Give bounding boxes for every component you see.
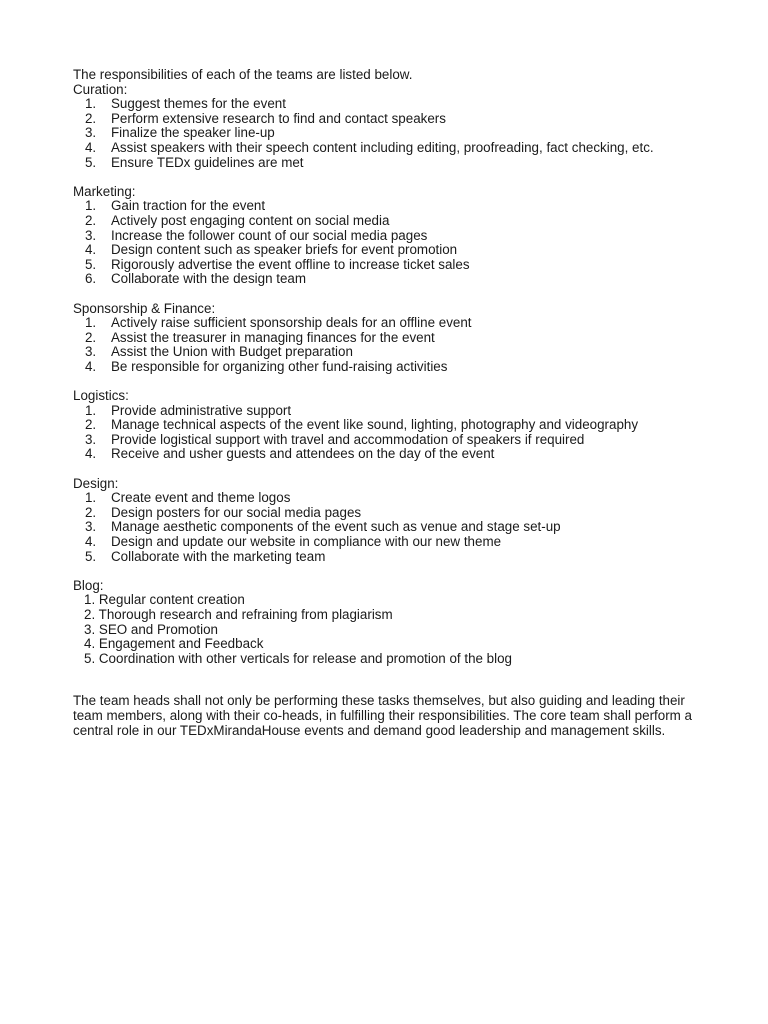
section-heading: Marketing:: [73, 183, 136, 199]
list-item: 5. Coordination with other verticals for release and promotion of the blog: [84, 650, 512, 666]
list-item-number: 1.: [84, 96, 111, 112]
list-item-text: Receive and usher guests and attendees on the day of the event: [111, 446, 495, 462]
list-item: [73, 199, 693, 214]
list-item-number: 3.: [84, 344, 111, 360]
list-item-number: 3.: [84, 519, 111, 535]
list-item: [73, 214, 693, 229]
document-page: [73, 68, 693, 752]
list-item: 1. Regular content creation: [84, 592, 245, 608]
list-item-text: Collaborate with the marketing team: [111, 548, 326, 564]
list-item-text: Manage aesthetic components of the event such as venue and stage set-up: [111, 519, 561, 535]
responsibility-list: [73, 491, 693, 564]
list-item-number: 1.: [84, 315, 111, 331]
list-item-number: 2.: [84, 417, 111, 433]
section-heading: Curation:: [73, 81, 128, 97]
list-item-text: Be responsible for organizing other fund-raising activities: [111, 358, 448, 374]
list-item: [73, 418, 693, 433]
section-logistics: [73, 389, 693, 462]
list-item: [73, 331, 693, 346]
intro-text: The responsibilities of each of the teams are listed below.: [73, 67, 413, 82]
responsibility-list: [73, 199, 693, 287]
list-item-text: Collaborate with the design team: [111, 271, 307, 287]
list-item-number: 5.: [84, 154, 111, 170]
list-item-text: Assist speakers with their speech content including editing, proofreading, fact checking, etc.: [111, 139, 654, 155]
list-item: [73, 112, 693, 127]
list-item-number: 2.: [84, 504, 111, 520]
list-item-number: 4.: [84, 446, 111, 462]
section-sponsorship-finance: [73, 302, 693, 375]
list-item-text: Actively post engaging content on social media: [111, 212, 390, 228]
list-item-text: Design posters for our social media pages: [111, 504, 362, 520]
list-item: [73, 316, 693, 331]
section-curation: [73, 83, 693, 171]
list-item: 3. SEO and Promotion: [84, 621, 218, 637]
list-item: [73, 126, 693, 141]
responsibility-list: [73, 316, 693, 374]
list-item-text: Finalize the speaker line-up: [111, 125, 275, 141]
list-item: [73, 491, 693, 506]
list-item-number: 2.: [84, 212, 111, 228]
section-heading: Blog:: [73, 577, 104, 593]
list-item-text: Assist the Union with Budget preparation: [111, 344, 353, 360]
list-item: [73, 506, 693, 521]
section-heading: Sponsorship & Finance:: [73, 300, 216, 316]
list-item-number: 4.: [84, 242, 111, 258]
list-item: [73, 141, 693, 156]
list-item: [73, 550, 693, 565]
list-item: 2. Thorough research and refraining from plagiarism: [84, 606, 393, 622]
section-heading: Design:: [73, 475, 119, 491]
list-item: [73, 229, 693, 244]
list-item-text: Design content such as speaker briefs for event promotion: [111, 242, 458, 258]
section-blog: [73, 579, 693, 667]
list-item-text: Gain traction for the event: [111, 198, 266, 214]
list-item-number: 5.: [84, 548, 111, 564]
list-item-number: 5.: [84, 256, 111, 272]
list-item: [73, 447, 693, 462]
list-item-number: 3.: [84, 125, 111, 141]
responsibility-list: [73, 97, 693, 170]
section-marketing: [73, 185, 693, 287]
list-item-text: Perform extensive research to find and contact speakers: [111, 110, 446, 126]
list-item-text: Rigorously advertise the event offline to increase ticket sales: [111, 256, 470, 272]
section-design: [73, 477, 693, 565]
list-item-number: 3.: [84, 431, 111, 447]
list-item-number: 1.: [84, 402, 111, 418]
list-item-number: 6.: [84, 271, 111, 287]
list-item: [73, 535, 693, 550]
list-item-number: 4.: [84, 139, 111, 155]
list-item: 4. Engagement and Feedback: [84, 636, 264, 652]
list-item: [73, 272, 693, 287]
list-item-text: Design and update our website in compliance with our new theme: [111, 534, 502, 549]
blog-list: [73, 593, 693, 666]
closing-paragraph: The team heads shall not only be performing these tasks themselves, but also guiding and leading their team members, along with their co-heads, in fulfilling their responsibilities. The core team shall perform a central role in our TEDxMirandaHouse events and demand good leadership and management skills.: [73, 693, 692, 738]
list-item-text: Provide logistical support with travel and accommodation of speakers if required: [111, 431, 585, 447]
list-item-number: 3.: [84, 227, 111, 243]
responsibility-list: [73, 404, 693, 462]
list-item-text: Actively raise sufficient sponsorship deals for an offline event: [111, 315, 472, 331]
list-item: [73, 345, 693, 360]
list-item-number: 2.: [84, 110, 111, 126]
list-item-number: 1.: [84, 490, 111, 506]
list-item: [73, 243, 693, 258]
list-item-number: 2.: [84, 329, 111, 345]
list-item-text: Create event and theme logos: [111, 490, 291, 506]
list-item: [73, 360, 693, 375]
list-item-text: Suggest themes for the event: [111, 96, 286, 112]
list-item-number: 1.: [84, 198, 111, 214]
list-item: [73, 156, 693, 171]
list-item-number: 4.: [84, 358, 111, 374]
list-item: [73, 404, 693, 419]
list-item-text: Increase the follower count of our social media pages: [111, 227, 428, 243]
team-sections: [73, 83, 693, 565]
list-item-text: Ensure TEDx guidelines are met: [111, 154, 304, 170]
list-item-text: Manage technical aspects of the event like sound, lighting, photography and videography: [111, 417, 639, 433]
list-item: [73, 433, 693, 448]
list-item: [73, 97, 693, 112]
list-item: [73, 258, 693, 273]
section-heading: Logistics:: [73, 388, 129, 404]
list-item-text: Provide administrative support: [111, 402, 292, 418]
list-item-text: Assist the treasurer in managing finances for the event: [111, 329, 435, 345]
list-item: [73, 520, 693, 535]
list-item-number: 4.: [84, 534, 111, 549]
